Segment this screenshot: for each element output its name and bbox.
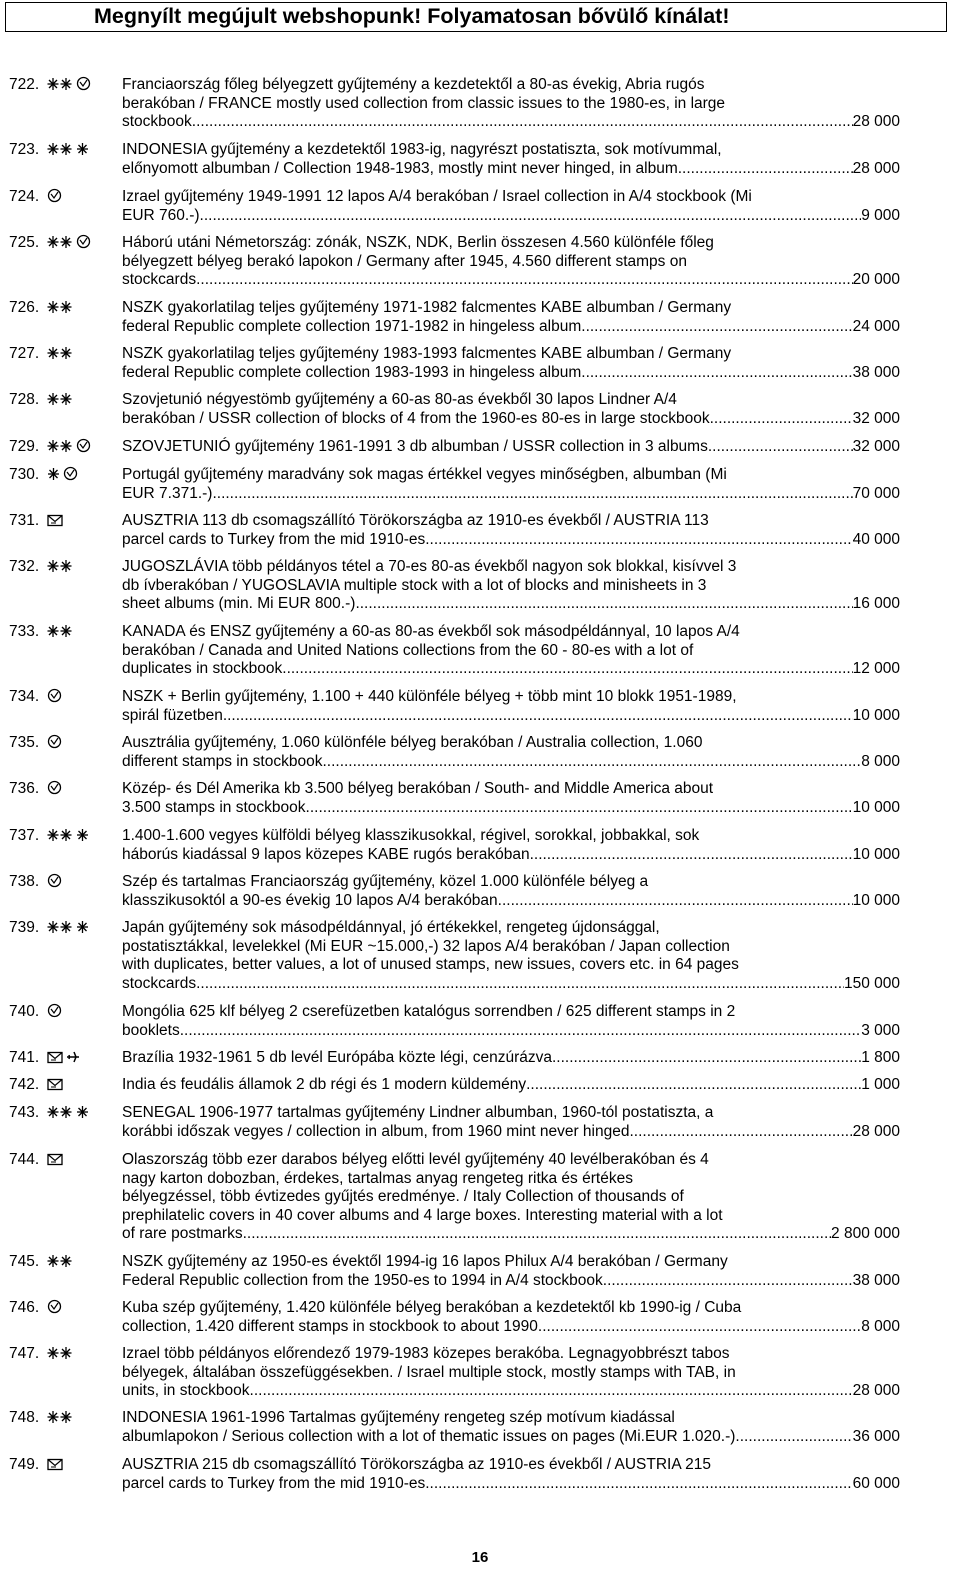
dot-leader [425,531,852,550]
condition-icons [47,1003,65,1022]
lot-price: 9 000 [861,206,900,224]
dot-leader [192,113,853,132]
dot-leader [180,1022,861,1041]
lot-price: 2 800 000 [831,1225,900,1243]
description-line: EUR 760.-) [122,206,200,224]
description-line: parcel cards to Turkey from the mid 1910-es [122,530,426,548]
dot-leader [603,1272,853,1291]
dot-leader [196,975,844,994]
lot-price: 70 000 [852,484,900,502]
mint-never-hinged-icon [47,623,73,642]
condition-icons [47,1409,76,1428]
description-line: with duplicates, better values, a lot of unused stamps, new issues, covers etc. in 64 pages [122,956,739,974]
page-number: 16 [471,1549,489,1566]
lot-description [122,1076,900,1095]
condition-icons [47,141,92,160]
lot-number: 735. [9,734,40,751]
mint-never-hinged-icon [47,558,73,577]
airmail-plane-icon [66,1049,80,1068]
lot-item [9,1104,900,1141]
lot-item [9,1253,900,1290]
lot-number: 737. [9,827,40,844]
dot-leader [538,1318,861,1337]
used-stamp-icon [47,188,62,207]
description-line: berakóban / Canada and United Nations collections from the 60 - 80-es with a lot of [122,641,694,659]
lot-number: 731. [9,512,40,529]
description-line: albumlapokon / Serious collection with a lot of thematic issues on pages (Mi.EUR 1.020.-) [122,1427,736,1445]
mint-hinged-icon [76,141,89,160]
cover-envelope-icon [47,512,63,531]
description-line: INDONESIA 1961-1996 Tartalmas gyűjtemény rengeteg szép motívum kiadással [122,1409,675,1426]
condition-icons [47,919,92,938]
mint-hinged-icon [76,827,89,846]
description-line: NSZK + Berlin gyűjtemény, 1.100 + 440 különféle bélyeg + több mint 10 blokk 1951-1989, [122,688,737,705]
lot-item [9,688,900,725]
description-line: AUSZTRIA 215 db csomagszállító Törökországba az 1910-es évekből / AUSTRIA 215 [122,1456,712,1473]
lot-item [9,919,900,993]
lot-item [9,827,900,864]
condition-icons [47,688,65,707]
lot-description [122,919,900,993]
mint-never-hinged-icon [47,299,73,318]
lot-description [122,688,900,725]
condition-icons [47,623,76,642]
dot-leader [306,799,853,818]
description-line: KANADA és ENSZ gyűjtemény a 60-as 80-as évekből sok másodpéldánnyal, 10 lapos A/4 [122,623,740,640]
lot-item [9,234,900,290]
condition-icons [47,299,76,318]
condition-icons [47,76,94,95]
lot-price: 38 000 [852,363,900,381]
cover-envelope-icon [47,1049,63,1068]
mint-never-hinged-icon [47,141,73,160]
description-line: Ausztrália gyűjtemény, 1.060 különféle bélyeg berakóban / Australia collection, 1.060 [122,734,703,751]
lot-number: 748. [9,1409,40,1426]
condition-icons [47,466,81,485]
lot-number: 732. [9,558,40,575]
used-stamp-icon [47,1003,62,1022]
used-stamp-icon [47,734,62,753]
lot-number: 722. [9,76,40,93]
lot-description [122,345,900,382]
lot-price: 28 000 [852,1382,900,1400]
description-line: bélyegzéssel, több évtizedes gyűjtés eredménye. / Italy Collection of thousands of [122,1188,684,1206]
condition-icons [47,188,65,207]
lot-item [9,438,900,457]
lot-price: 60 000 [852,1474,900,1492]
description-line: berakóban / USSR collection of blocks of 4 from the 1960-es 80-es in large stockbook [122,409,710,427]
mint-never-hinged-icon [47,1409,73,1428]
description-line: stockcards [122,974,197,992]
description-line: units, in stockbook. [122,1382,254,1400]
lot-price: 20 000 [852,271,900,289]
condition-icons [47,827,92,846]
lot-price: 150 000 [843,974,900,992]
dot-leader [498,892,853,911]
used-stamp-icon [47,1299,62,1318]
mint-never-hinged-icon [47,76,73,95]
dot-leader [425,1475,852,1494]
dot-leader [629,1123,852,1142]
dot-leader [200,207,862,226]
condition-icons [47,1345,76,1364]
lot-number: 745. [9,1253,40,1270]
lot-price: 10 000 [852,845,900,863]
used-stamp-icon [76,438,91,457]
description-line: duplicates in stockbook [122,660,283,678]
description-line: EUR 7.371.-) [122,484,213,502]
description-line: 3.500 stamps in stockbook [122,798,306,816]
dot-leader [254,1382,853,1401]
announcement-banner: Megnyílt megújult webshopunk! Folyamatosan bővülő kínálat! [5,2,947,32]
description-line: Közép- és Dél Amerika kb 3.500 bélyeg berakóban / South- and Middle America about [122,780,714,797]
lot-item [9,1003,900,1040]
lot-item [9,734,900,771]
lot-price: 8 000 [861,1317,900,1335]
description-line: postatisztákkal, levelekkel (Mi EUR ~15.000,-) 32 lapos A/4 berakóban / Japan collection [122,937,730,955]
lot-number: 738. [9,873,40,890]
description-line: booklets [122,1021,180,1039]
condition-icons [47,1104,92,1123]
dot-leader [552,1049,861,1068]
description-line: korábbi időszak vegyes / collection in album, from 1960 mint never hinged [122,1122,630,1140]
description-line: INDONESIA gyűjtemény a kezdetektől 1983-ig, nagyrészt postatiszta, sok motívummal, [122,141,722,158]
description-line: bélyegek, általában összefüggésekben. / Israel multiple stock, mostly stamps with TAB, in [122,1363,736,1381]
condition-icons [47,558,76,577]
lot-price: 10 000 [852,891,900,909]
lot-item [9,1409,900,1446]
used-stamp-icon [76,76,91,95]
lot-description [122,1299,900,1336]
dot-leader [223,707,853,726]
description-line: Szovjetunió négyestömb gyűjtemény a 60-as 80-as évekből 30 lapos Lindner A/4 [122,391,677,408]
lot-number: 739. [9,919,40,936]
description-line: bélyegzett bélyeg berakó lapokon / Germany after 1945, 4.560 different stamps on [122,252,687,270]
cover-envelope-icon [47,1076,63,1095]
cover-envelope-icon [47,1456,63,1475]
description-line: federal Republic complete collection 1983-1993 in hingeless album [122,363,582,381]
dot-leader [678,160,853,179]
lot-description [122,234,900,290]
description-line: előnyomott albumban / Collection 1948-1983, mostly mint never hinged, in album [122,159,678,177]
lot-number: 740. [9,1003,40,1020]
lot-item [9,299,900,336]
condition-icons [47,873,65,892]
mint-hinged-icon [47,466,60,485]
lot-price: 12 000 [852,660,900,678]
lot-item [9,1456,900,1493]
lot-number: 726. [9,299,40,316]
dot-leader [355,595,852,614]
lot-item [9,188,900,225]
mint-never-hinged-icon [47,391,73,410]
lot-item [9,466,900,503]
lot-description [122,299,900,336]
mint-never-hinged-icon [47,919,73,938]
description-line: federal Republic complete collection 1971-1982 in hingeless album [122,317,582,335]
dot-leader [530,846,853,865]
dot-leader [212,485,852,504]
lot-price: 24 000 [852,317,900,335]
lot-description [122,780,900,817]
lot-number: 741. [9,1049,40,1066]
description-line: Federal Republic collection from the 1950-es to 1994 in A/4 stockbook [122,1271,603,1289]
lot-description [122,438,900,457]
condition-icons [47,1253,76,1272]
mint-never-hinged-icon [47,438,73,457]
condition-icons [47,512,66,531]
description-line: 1.400-1.600 vegyes külföldi bélyeg klasszikusokkal, régivel, sorokkal, jobbakkal, sok [122,827,700,844]
lot-description [122,827,900,864]
condition-icons [47,1049,83,1068]
lot-item [9,512,900,549]
condition-icons [47,1151,66,1170]
lot-number: 723. [9,141,40,158]
lot-price: 8 000 [861,752,900,770]
condition-icons [47,1076,66,1095]
used-stamp-icon [47,688,62,707]
lot-item [9,623,900,679]
condition-icons [47,234,94,253]
condition-icons [47,391,76,410]
lot-number: 736. [9,780,40,797]
description-line: NSZK gyűjtemény az 1950-es évektől 1994-ig 16 lapos Philux A/4 berakóban / Germany [122,1253,728,1270]
lot-item [9,1299,900,1336]
lot-price: 28 000 [852,1122,900,1140]
lot-item [9,1049,900,1068]
dot-leader [196,271,852,290]
description-line: nagy karton dobozban, érdekes, tartalmas anyag rengeteg ritka és értékes [122,1169,633,1187]
lot-item [9,780,900,817]
lot-number: 742. [9,1076,40,1093]
mint-hinged-icon [76,919,89,938]
description-line: India és feudális államok 2 db régi és 1 modern küldemény [122,1076,527,1093]
lot-description [122,1151,900,1244]
mint-never-hinged-icon [47,1104,73,1123]
lot-description [122,391,900,428]
description-line: SZOVJETUNIÓ gyűjtemény 1961-1991 3 db albumban / USSR collection in 3 albums [122,438,708,455]
lot-description [122,734,900,771]
lot-description [122,141,900,178]
description-line: collection, 1.420 different stamps in stockbook to about 1990 [122,1317,538,1335]
lot-number: 724. [9,188,40,205]
mint-never-hinged-icon [47,1253,73,1272]
lot-description [122,1345,900,1401]
lot-item [9,141,900,178]
description-line: Franciaország főleg bélyegzett gyűjtemény a kezdetektől a 80-as évekig, Abria rugós [122,76,705,93]
description-line: Mongólia 625 klf bélyeg 2 cserefüzetben katalógus sorrendben / 625 different stamps in 2 [122,1003,736,1020]
description-line: spirál füzetben [122,706,223,724]
dot-leader [581,318,852,337]
lot-description [122,512,900,549]
lot-item [9,391,900,428]
lot-price: 3 000 [861,1021,900,1039]
description-line: AUSZTRIA 113 db csomagszállító Törökországba az 1910-es évekből / AUSTRIA 113 [122,512,709,529]
description-line: Brazília 1932-1961 5 db levél Európába közte légi, cenzúrázva [122,1049,552,1066]
condition-icons [47,1299,65,1318]
description-line: Olaszország több ezer darabos bélyeg előtti levél gyűjtemény 40 levélberakóban és 4 [122,1151,709,1168]
description-line: stockbook [122,113,192,131]
description-line: of rare postmarks. [122,1225,247,1243]
lot-price: 38 000 [852,1271,900,1289]
lot-description [122,873,900,910]
lot-price: 32 000 [852,409,900,427]
mint-never-hinged-icon [47,345,73,364]
lot-item [9,873,900,910]
lot-number: 747. [9,1345,40,1362]
used-stamp-icon [47,873,62,892]
lot-number: 729. [9,438,40,455]
condition-icons [47,438,94,457]
mint-never-hinged-icon [47,827,73,846]
lot-number: 733. [9,623,40,640]
lot-price: 40 000 [852,530,900,548]
mint-never-hinged-icon [47,1345,73,1364]
mint-never-hinged-icon [47,234,73,253]
lot-description [122,1456,900,1493]
dot-leader [581,364,852,383]
cover-envelope-icon [47,1151,63,1170]
description-line: stockcards [122,271,197,289]
lot-item [9,1151,900,1244]
lot-description [122,1104,900,1141]
lot-price: 16 000 [852,595,900,613]
mint-hinged-icon [76,1104,89,1123]
lot-description [122,558,900,614]
lot-description [122,466,900,503]
lot-description [122,1409,900,1446]
lot-item [9,345,900,382]
condition-icons [47,1456,66,1475]
description-line: Izrael gyűjtemény 1949-1991 12 lapos A/4 berakóban / Israel collection in A/4 stockbook (Mi [122,188,752,205]
lot-number: 746. [9,1299,40,1316]
lot-price: 10 000 [852,706,900,724]
lot-price: 28 000 [852,113,900,131]
used-stamp-icon [47,780,62,799]
dot-leader [708,438,853,457]
description-line: prephilatelic covers in 40 cover albums and 4 large boxes. Interesting material with a lot [122,1206,723,1224]
description-line: NSZK gyakorlatilag teljes gyűjtemény 1971-1982 falcmentes KABE albumban / Germany [122,299,732,316]
description-line: parcel cards to Turkey from the mid 1910-es [122,1474,426,1492]
lot-price: 32 000 [852,438,900,455]
lot-description [122,188,900,225]
lot-number: 743. [9,1104,40,1121]
dot-leader [282,660,852,679]
lot-description [122,1049,900,1068]
description-line: NSZK gyakorlatilag teljes gyűjtemény 1983-1993 falcmentes KABE albumban / Germany [122,345,732,362]
description-line: háborús kiadással 9 lapos közepes KABE rugós berakóban [122,845,530,863]
description-line: Szép és tartalmas Franciaország gyűjtemény, közel 1.000 különféle bélyeg a [122,873,649,890]
dot-leader [526,1076,861,1095]
lot-description [122,623,900,679]
lot-number: 730. [9,466,40,483]
lot-price: 1 000 [861,1076,900,1093]
description-line: Portugál gyűjtemény maradvány sok magas értékkel vegyes minőségben, albumban (Mi [122,466,727,483]
lot-price: 10 000 [852,798,900,816]
description-line: Japán gyűjtemény sok másodpéldánnyal, jó értékekkel, rengeteg újdonsággal, [122,919,660,936]
lot-number: 749. [9,1456,40,1473]
lot-number: 734. [9,688,40,705]
description-line: Izrael több példányos előrendező 1979-1983 közepes berakóba. Legnagyobbrészt tabos [122,1345,730,1362]
description-line: berakóban / FRANCE mostly used collection from classic issues to the 1980-es, in large [122,94,726,112]
condition-icons [47,780,65,799]
condition-icons [47,734,65,753]
dot-leader [710,410,853,429]
description-line: different stamps in stockbook [122,752,323,770]
lot-item [9,76,900,132]
lot-number: 725. [9,234,40,251]
lot-price: 1 800 [861,1049,900,1066]
description-line: JUGOSZLÁVIA több példányos tétel a 70-es 80-as évekből nagyon sok blokkal, kisívvel 3 [122,558,737,575]
description-line: Kuba szép gyűjtemény, 1.420 különféle bélyeg berakóban a kezdetektől kb 1990-ig / Cuba [122,1299,742,1316]
lot-description [122,1003,900,1040]
dot-leader [735,1428,852,1447]
dot-leader [247,1225,831,1244]
used-stamp-icon [63,466,78,485]
lot-item [9,1076,900,1095]
lot-price: 36 000 [852,1427,900,1445]
description-line: SENEGAL 1906-1977 tartalmas gyűjtemény Lindner albumban, 1960-tól postatiszta, a [122,1104,714,1121]
lot-number: 728. [9,391,40,408]
dot-leader [322,753,861,772]
description-line: klasszikusoktól a 90-es évekig 10 lapos A/4 berakóban [122,891,498,909]
lot-number: 744. [9,1151,40,1168]
description-line: Háború utáni Németország: zónák, NSZK, NDK, Berlin összesen 4.560 különféle főleg [122,234,714,251]
used-stamp-icon [76,234,91,253]
lot-price: 28 000 [852,159,900,177]
lot-description [122,1253,900,1290]
description-line: sheet albums (min. Mi EUR 800.-) [122,595,356,613]
condition-icons [47,345,76,364]
lot-item [9,1345,900,1401]
lot-description [122,76,900,132]
lot-item [9,558,900,614]
lot-number: 727. [9,345,40,362]
description-line: db ívberakóban / YUGOSLAVIA multiple stock with a lot of blocks and minisheets in 3 [122,576,707,594]
